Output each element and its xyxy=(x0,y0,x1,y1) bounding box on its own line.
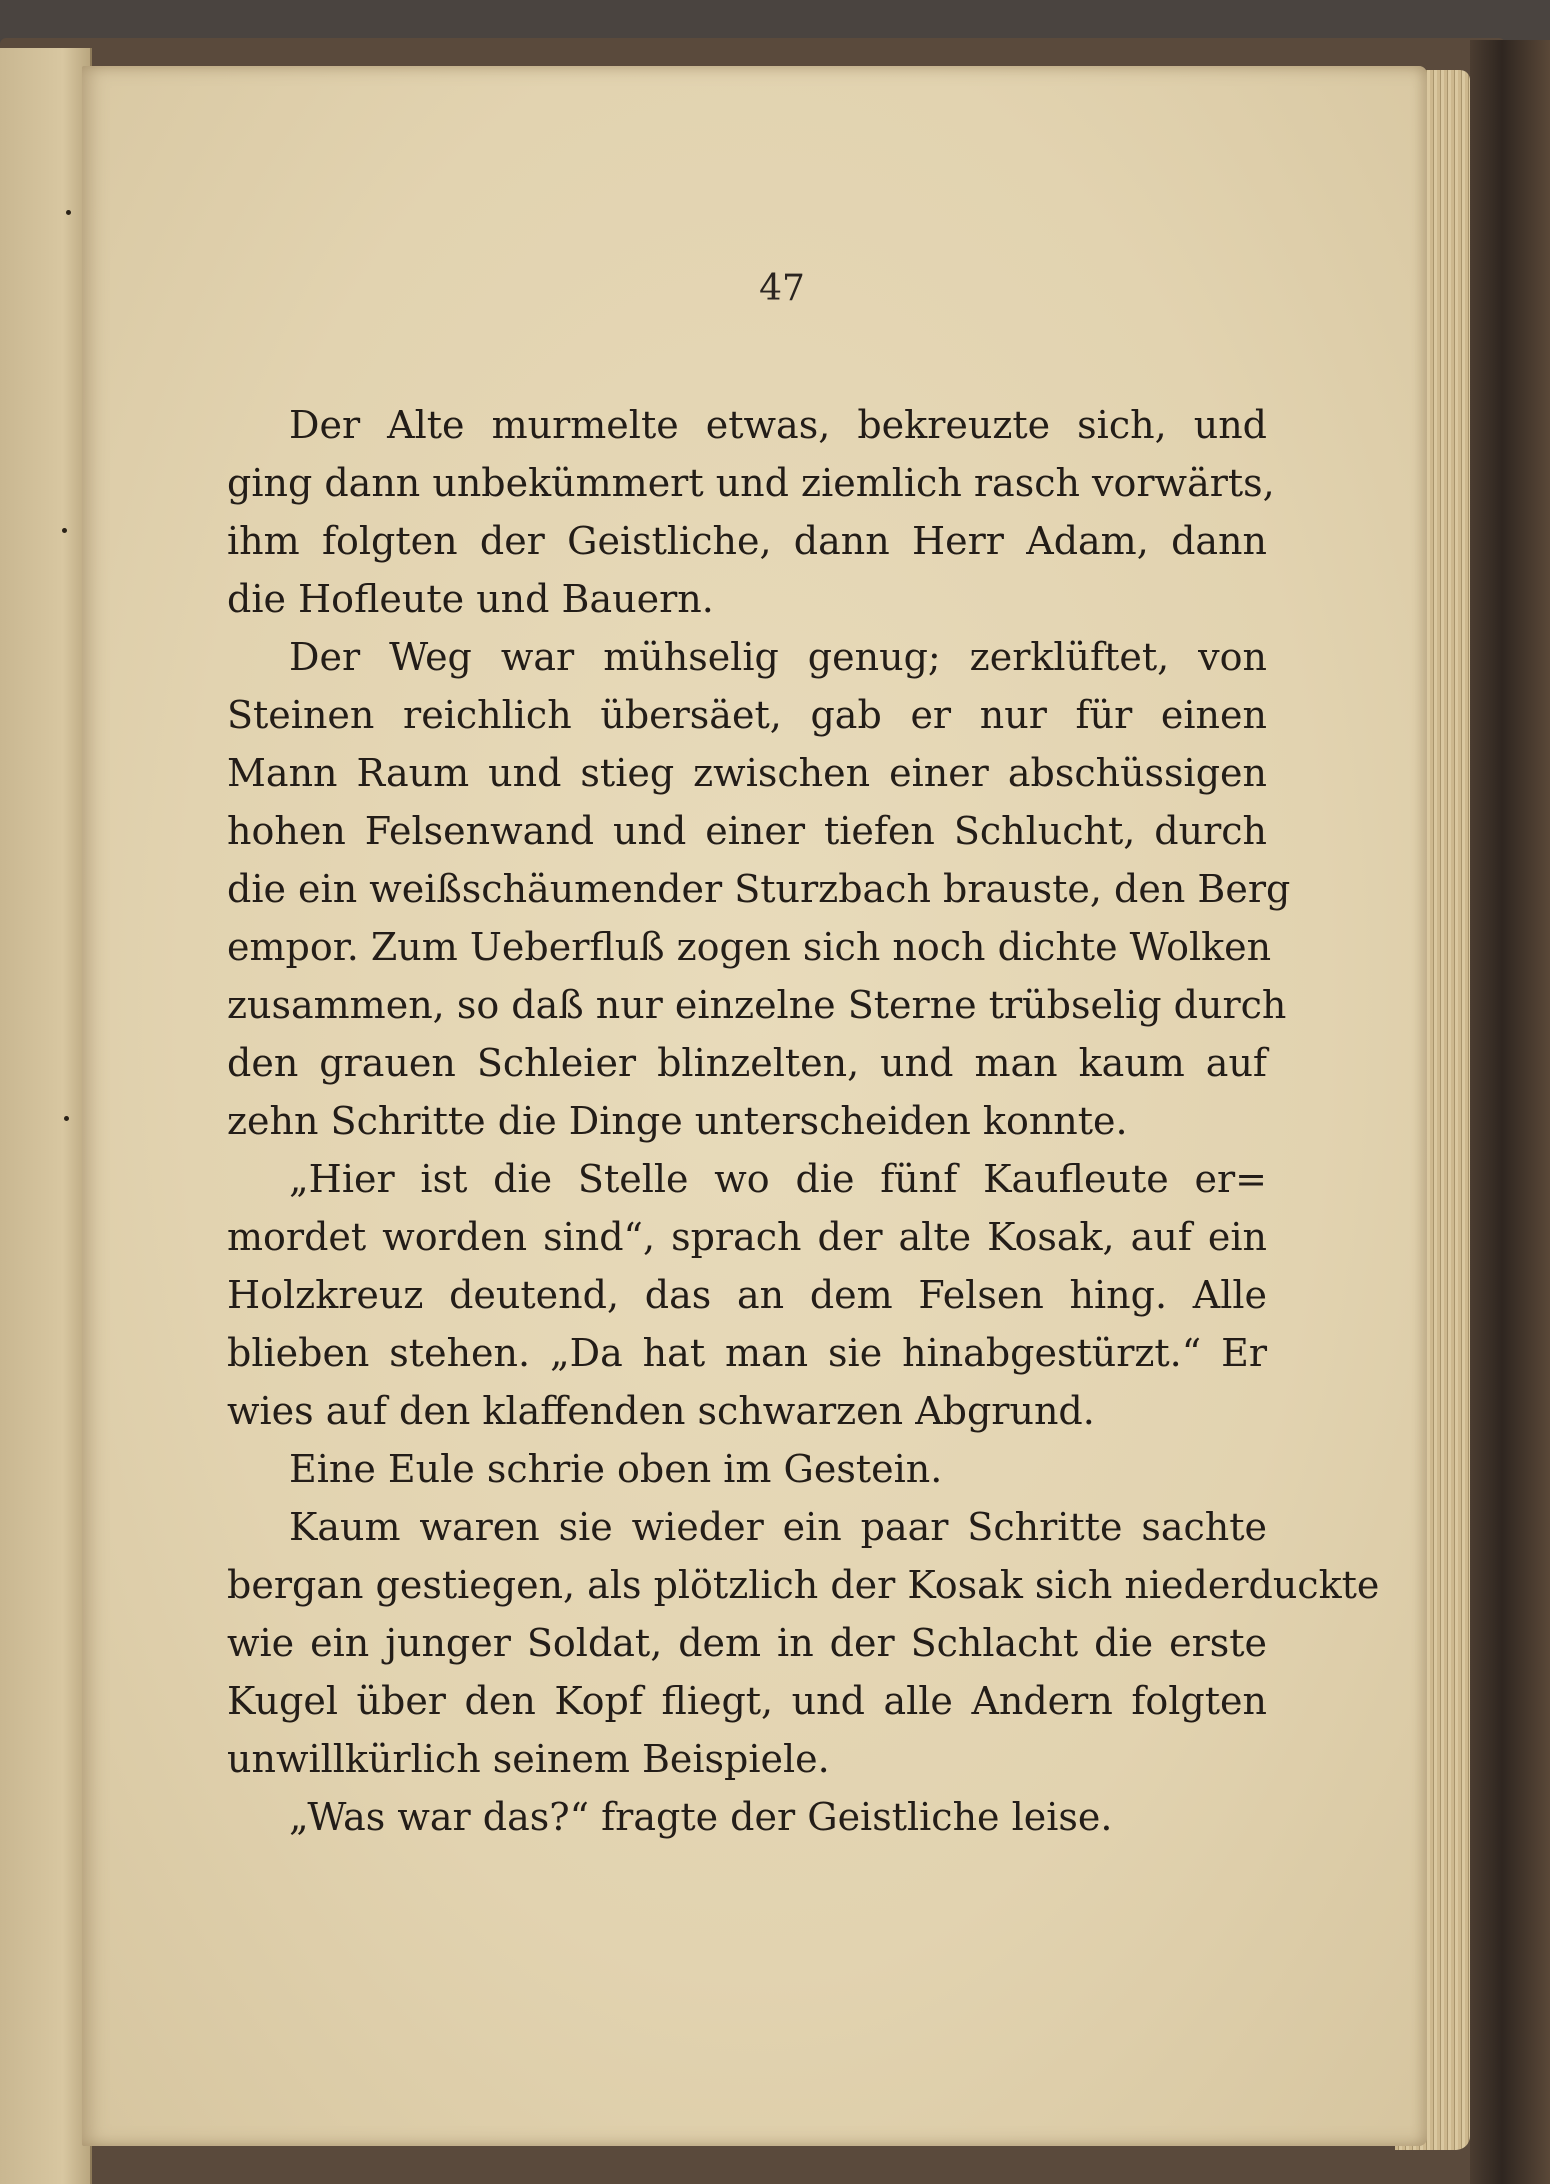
page-text xyxy=(227,396,1380,1846)
text-line: Der Alte murmelte etwas, bekreuzte sich, und xyxy=(289,403,1267,447)
text-line: blieben stehen. „Da hat man sie hinabgestürzt.“ Er xyxy=(227,1331,1267,1375)
text-line: zehn Schritte die Dinge unterscheiden konnte. xyxy=(227,1099,1128,1143)
text-line: Kaum waren sie wieder ein paar Schritte sachte xyxy=(289,1505,1267,1549)
text-line: bergan gestiegen, als plötzlich der Kosak sich niederduckte xyxy=(227,1563,1380,1607)
text-line: mordet worden sind“, sprach der alte Kosak, auf ein xyxy=(227,1215,1267,1259)
text-line: Mann Raum und stieg zwischen einer abschüssigen xyxy=(227,751,1267,795)
ink-mark xyxy=(66,210,71,215)
text-line: die Hofleute und Bauern. xyxy=(227,577,714,621)
text-line: die ein weißschäumender Sturzbach brauste, den Berg xyxy=(227,867,1291,911)
text-line: unwillkürlich seinem Beispiele. xyxy=(227,1737,830,1781)
paragraph xyxy=(227,1498,1380,1788)
page-number: 47 xyxy=(759,268,805,309)
text-line: wie ein junger Soldat, dem in der Schlacht die erste xyxy=(227,1621,1267,1665)
ink-mark xyxy=(62,528,67,533)
text-line: wies auf den klaffenden schwarzen Abgrund. xyxy=(227,1389,1095,1433)
text-line: „Was war das?“ fragte der Geistliche leise. xyxy=(289,1795,1113,1839)
paragraph xyxy=(227,1788,1267,1846)
paragraph xyxy=(227,396,1275,628)
text-line: „Hier ist die Stelle wo die fünf Kaufleute er= xyxy=(289,1157,1267,1201)
text-line: empor. Zum Ueberfluß zogen sich noch dichte Wolken xyxy=(227,925,1272,969)
text-line: hohen Felsenwand und einer tiefen Schlucht, durch xyxy=(227,809,1267,853)
text-line: Holzkreuz deutend, das an dem Felsen hing. Alle xyxy=(227,1273,1267,1317)
paragraph xyxy=(227,1440,1267,1498)
paragraph xyxy=(227,628,1291,1150)
text-line: ging dann unbekümmert und ziemlich rasch vorwärts, xyxy=(227,461,1275,505)
text-line: den grauen Schleier blinzelten, und man kaum auf xyxy=(227,1041,1267,1085)
text-line: Kugel über den Kopf fliegt, und alle Andern folgten xyxy=(227,1679,1267,1723)
left-page-edge xyxy=(0,48,92,2184)
text-line: Steinen reichlich übersäet, gab er nur für einen xyxy=(227,693,1267,737)
text-line: zusammen, so daß nur einzelne Sterne trübselig durch xyxy=(227,983,1287,1027)
text-line: ihm folgten der Geistliche, dann Herr Adam, dann xyxy=(227,519,1267,563)
paragraph xyxy=(227,1150,1267,1440)
book-page xyxy=(82,66,1427,2146)
book-edge-binding xyxy=(1470,40,1550,2184)
ink-mark xyxy=(64,1116,69,1121)
text-line: Der Weg war mühselig genug; zerklüftet, von xyxy=(289,635,1267,679)
text-line: Eine Eule schrie oben im Gestein. xyxy=(289,1447,943,1491)
